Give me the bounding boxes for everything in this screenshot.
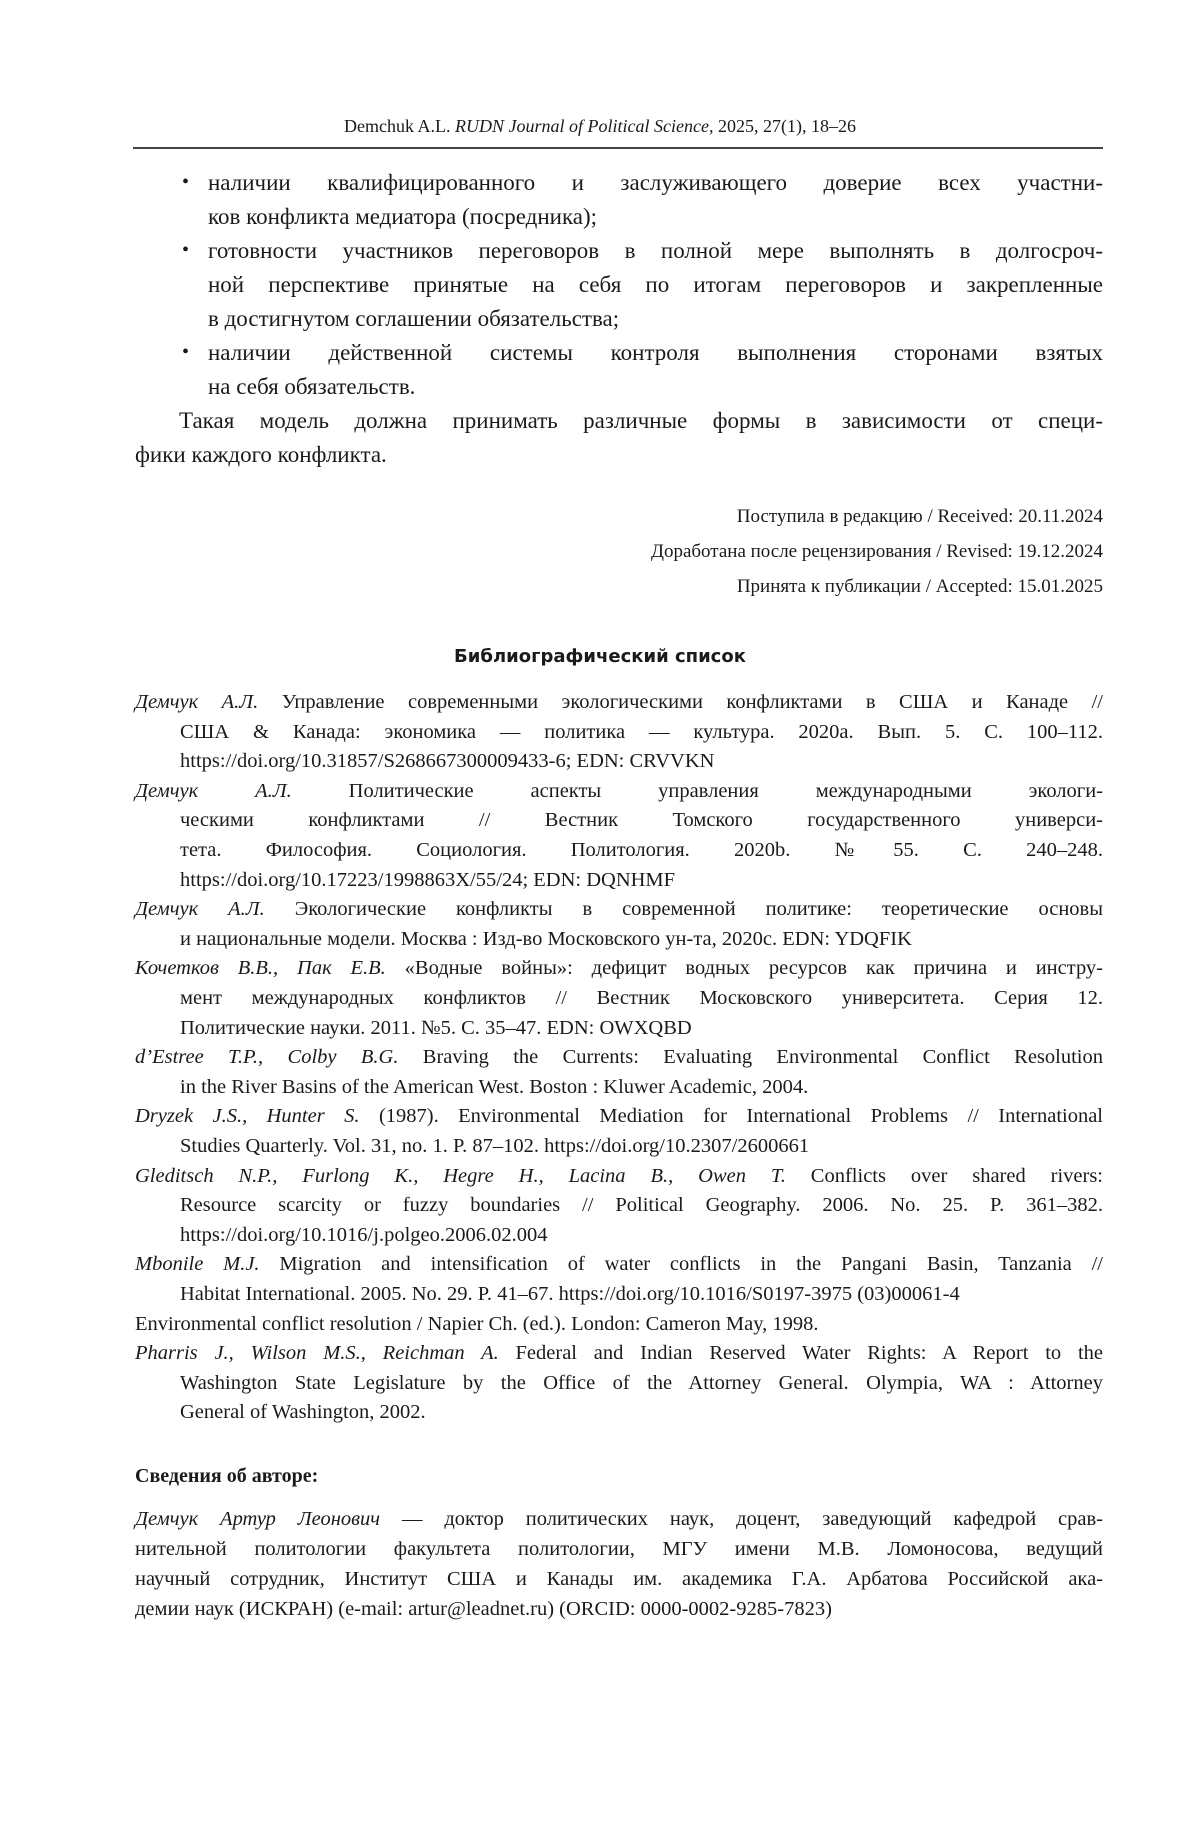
reference-authors: Кочетков В.В., Пак Е.В. [135,957,386,979]
reference-authors: Dryzek J.S., Hunter S. [135,1105,360,1127]
reference-line [180,1194,1103,1217]
text-run: https://doi.org/10.1016/j.polgeo.2006.02.004 [180,1224,548,1246]
text-run: — доктор политических наук, доцент, заведующий кафедрой срав- [380,1508,1103,1530]
reference-line [180,839,1103,862]
text-run: в достигнутом соглашении обязательства; [208,306,619,331]
text-run: и национальные модели. Москва : Изд-во Московского ун-та, 2020c. EDN: YDQFIK [180,928,912,950]
bullet-line [208,272,1103,298]
text-run: Washington State Legislature by the Office of the Attorney General. Olympia, WA : Attorney [180,1372,1103,1394]
reference-authors: Gleditsch N.P., Furlong K., Hegre H., Lacina B., Owen T. [135,1165,786,1187]
reference-line [180,928,912,951]
text-run: Federal and Indian Reserved Water Rights: A Report to the [499,1342,1103,1364]
running-header [0,116,1200,137]
text-run: США & Канада: экономика — политика — культура. 2020a. Вып. 5. С. 100–112. [180,721,1103,743]
bibliography-title: Библиографический список [0,646,1200,667]
reference-authors: Pharris J., Wilson M.S., Reichman A. [135,1342,499,1364]
text-run: тета. Философия. Социология. Политология. 2020b. №55. С. 240–248. [180,839,1103,861]
reference-authors: Демчук Артур Леонович [135,1508,380,1530]
bullet-line [208,170,1103,196]
bullet-line [208,374,415,400]
text-run: нительной политологии факультета политологии, МГУ имени М.В. Ломоносова, ведущий [135,1538,1103,1560]
reference-line [180,1372,1103,1395]
reference-line [135,691,1103,714]
text-run: фики каждого конфликта. [135,442,387,467]
text-run: https://doi.org/10.17223/1998863X/55/24; EDN: DQNHMF [180,869,675,891]
text-run: Conflicts over shared rivers: [786,1165,1103,1187]
header-rule [133,147,1103,149]
reference-line [135,1313,819,1336]
text-run: Управление современными экологическими конфликтами в США и Канаде // [258,691,1103,713]
text-run: демии наук (ИСКРАН) (e-mail: artur@leadnet.ru) (ORCID: 0000-0002-9285-7823) [135,1598,832,1620]
author-info-line [135,1568,1103,1591]
paragraph-line [179,408,1103,434]
text-run: ков конфликта медиатора (посредника); [208,204,597,229]
reference-line [135,1165,1103,1188]
header-issue: 2025, 27(1), 18–26 [718,116,856,136]
author-info-heading: Сведения об авторе: [135,1465,318,1488]
reference-line [180,809,1103,832]
text-run: готовности участников переговоров в полной мере выполнять в долгосроч- [208,238,1103,263]
text-run: мент международных конфликтов // Вестник Московского университета. Серия 12. [180,987,1103,1009]
text-run: (1987). Environmental Mediation for International Problems // International [360,1105,1103,1127]
header-author: Demchuk A.L. [344,116,450,136]
author-info-line [135,1508,1103,1531]
reference-line [135,1253,1103,1276]
reference-line [180,721,1103,744]
text-run: Политические науки. 2011. №5. С. 35–47. EDN: OWXQBD [180,1017,692,1039]
reference-line [180,869,675,892]
text-run: Экологические конфликты в современной политике: теоретические основы [265,898,1103,920]
manuscript-date: Поступила в редакцию / Received: 20.11.2024 [737,506,1103,528]
reference-line [135,1105,1103,1128]
reference-line [135,1342,1103,1365]
reference-authors: Демчук А.Л. [135,780,292,802]
text-run: in the River Basins of the American West. Boston : Kluwer Academic, 2004. [180,1076,808,1098]
reference-line [135,898,1103,921]
text-run: «Водные войны»: дефицит водных ресурсов как причина и инстру- [386,957,1103,979]
reference-line [180,987,1103,1010]
bullet-icon: • [182,171,189,194]
reference-line [135,780,1103,803]
text-run: Studies Quarterly. Vol. 31, no. 1. P. 87–102. https://doi.org/10.2307/2600661 [180,1135,809,1157]
text-run: наличии квалифицированного и заслуживающего доверие всех участни- [208,170,1103,195]
text-run: Migration and intensification of water conflicts in the Pangani Basin, Tanzania // [260,1253,1103,1275]
text-run: Такая модель должна принимать различные формы в зависимости от специ- [179,408,1103,433]
reference-line [180,1401,426,1424]
reference-line [180,1076,808,1099]
manuscript-date: Принята к публикации / Accepted: 15.01.2025 [737,576,1103,598]
reference-line [180,1283,960,1306]
text-run: ной перспективе принятые на себя по итогам переговоров и закрепленные [208,272,1103,297]
text-run: Braving the Currents: Evaluating Environmental Conflict Resolution [398,1046,1103,1068]
bullet-icon: • [182,341,189,364]
text-run: General of Washington, 2002. [180,1401,426,1423]
reference-authors: d’Estree T.P., Colby B.G. [135,1046,398,1068]
text-run: Resource scarcity or fuzzy boundaries // Political Geography. 2006. No. 25. P. 361–382. [180,1194,1103,1216]
author-info-line [135,1538,1103,1561]
text-run: https://doi.org/10.31857/S268667300009433-6; EDN: CRVVKN [180,750,714,772]
text-run: научный сотрудник, Институт США и Канады им. академика Г.А. Арбатова Российской ака- [135,1568,1103,1590]
reference-line [135,1046,1103,1069]
reference-line [180,750,714,773]
author-info-line [135,1598,832,1621]
header-journal: RUDN Journal of Political Science, [455,116,713,136]
text-run: ческими конфликтами // Вестник Томского государственного универси- [180,809,1103,831]
reference-line [180,1135,809,1158]
bullet-line [208,340,1103,366]
bullet-line [208,238,1103,264]
reference-line [180,1224,548,1247]
reference-authors: Mbonile M.J. [135,1253,260,1275]
bullet-icon: • [182,239,189,262]
reference-line [180,1017,692,1040]
text-run: Политические аспекты управления международными экологи- [292,780,1103,802]
text-run: на себя обязательств. [208,374,415,399]
manuscript-date: Доработана после рецензирования / Revised: 19.12.2024 [651,541,1103,563]
bullet-line [208,204,597,230]
bullet-line [208,306,619,332]
text-run: наличии действенной системы контроля выполнения сторонами взятых [208,340,1103,365]
text-run: Environmental conflict resolution / Napier Ch. (ed.). London: Cameron May, 1998. [135,1313,819,1335]
reference-line [135,957,1103,980]
reference-authors: Демчук А.Л. [135,898,265,920]
reference-authors: Демчук А.Л. [135,691,258,713]
text-run: Habitat International. 2005. No. 29. P. 41–67. https://doi.org/10.1016/S0197-3975 (03)00061-4 [180,1283,960,1305]
paragraph-line [135,442,387,468]
